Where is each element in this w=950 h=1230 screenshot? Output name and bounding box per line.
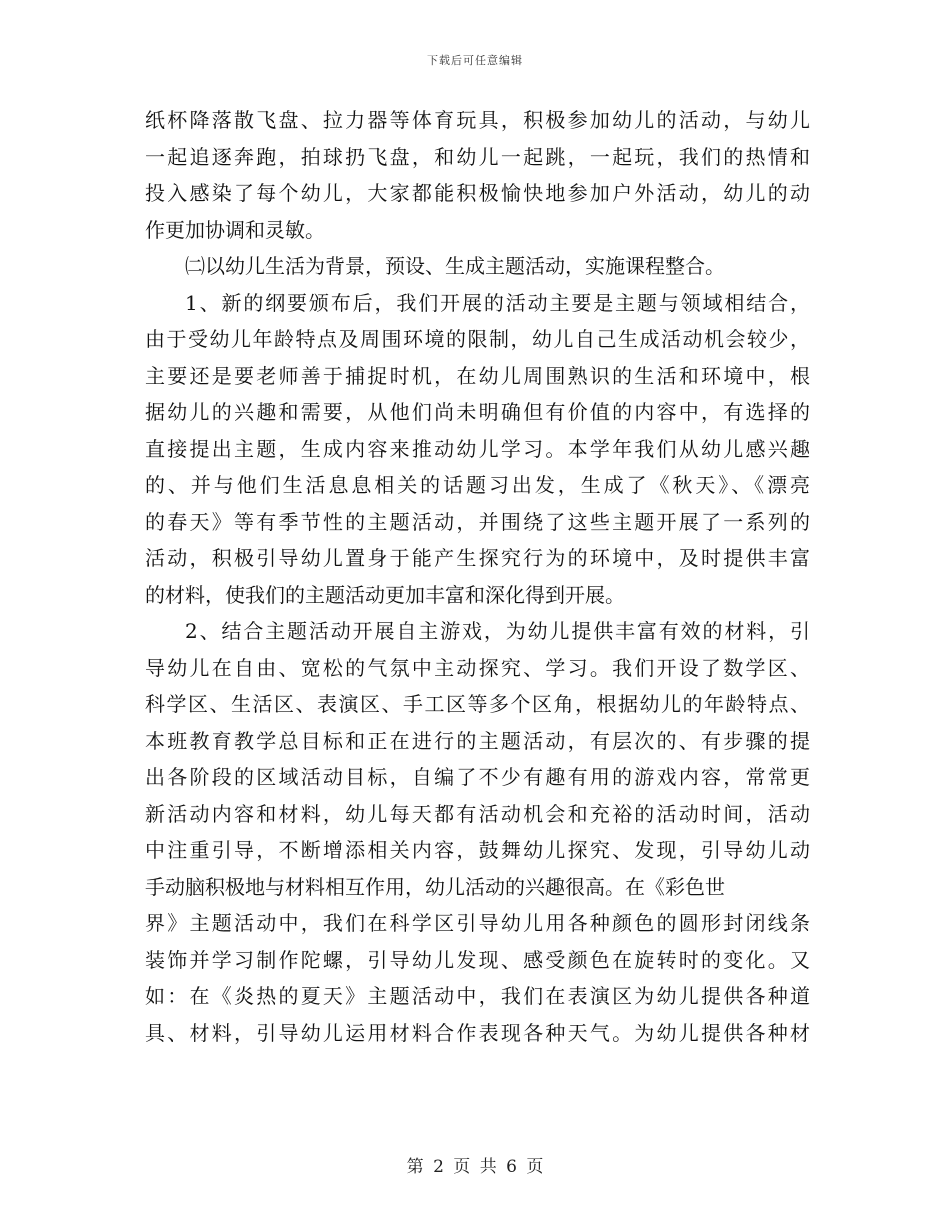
document-body xyxy=(145,102,810,1051)
body-line: 的、并与他们生活息息相关的话题习出发，生成了《秋天》、《漂亮 xyxy=(145,473,810,497)
body-line: 装饰并学习制作陀螺，引导幼儿发现、感受颜色在旋转时的变化。又 xyxy=(145,947,810,972)
body-line: 如：在《炎热的夏天》主题活动中，我们在表演区为幼儿提供各种道 xyxy=(145,984,810,1008)
body-line: 投入感染了每个幼儿，大家都能积极愉快地参加户外活动，幼儿的动 xyxy=(145,181,810,205)
body-line: 主要还是要老师善于捕捉时机，在幼儿周围熟识的生活和环境中，根 xyxy=(145,363,810,388)
body-line: 据幼儿的兴趣和需要，从他们尚未明确但有价值的内容中，有选择的 xyxy=(145,400,810,424)
body-line: 1、新的纲要颁布后，我们开展的活动主要是主题与领域相结合， xyxy=(185,290,810,315)
page-header: 下载后可任意编辑 xyxy=(427,54,523,67)
body-line: 中注重引导，不断增添相关内容，鼓舞幼儿探究、发现，引导幼儿动 xyxy=(145,838,810,862)
body-line: 科学区、生活区、表演区、手工区等多个区角，根据幼儿的年龄特点、 xyxy=(145,692,810,716)
body-line: 界》主题活动中，我们在科学区引导幼儿用各种颜色的圆形封闭线条 xyxy=(145,911,810,935)
body-line: 的春天》等有季节性的主题活动，并围绕了这些主题开展了一系列的 xyxy=(145,509,810,534)
body-line: 的材料，使我们的主题活动更加丰富和深化得到开展。 xyxy=(145,582,625,607)
body-line: 手动脑积极地与材料相互作用，幼儿活动的兴趣很高。在《彩色世 xyxy=(145,874,725,899)
body-line: 导幼儿在自由、宽松的气氛中主动探究、学习。我们开设了数学区、 xyxy=(145,655,810,680)
body-line: 新活动内容和材料，幼儿每天都有活动机会和充裕的活动时间，活动 xyxy=(145,801,810,826)
section-heading: ㈡以幼儿生活为背景，预设、生成主题活动，实施课程整合。 xyxy=(185,254,725,278)
body-line: 一起追逐奔跑，拍球扔飞盘，和幼儿一起跳，一起玩，我们的热情和 xyxy=(145,144,810,169)
body-line: 具、材料，引导幼儿运用材料合作表现各种天气。为幼儿提供各种材 xyxy=(145,1020,810,1045)
page-number: 第 2 页 共 6 页 xyxy=(406,1157,544,1177)
body-line: 由于受幼儿年龄特点及周围环境的限制，幼儿自己生成活动机会较少， xyxy=(145,327,810,351)
body-line: 活动，积极引导幼儿置身于能产生探究行为的环境中，及时提供丰富 xyxy=(145,546,810,570)
body-line: 出各阶段的区域活动目标，自编了不少有趣有用的游戏内容，常常更 xyxy=(145,765,810,789)
body-line: 纸杯降落散飞盘、拉力器等体育玩具，积极参加幼儿的活动，与幼儿 xyxy=(145,108,810,132)
body-line: 作更加协调和灵敏。 xyxy=(145,217,325,242)
body-line: 2、结合主题活动开展自主游戏，为幼儿提供丰富有效的材料，引 xyxy=(185,619,810,643)
body-line: 本班教育教学总目标和正在进行的主题活动，有层次的、有步骤的提 xyxy=(145,728,810,753)
body-line: 直接提出主题，生成内容来推动幼儿学习。本学年我们从幼儿感兴趣 xyxy=(145,436,810,461)
